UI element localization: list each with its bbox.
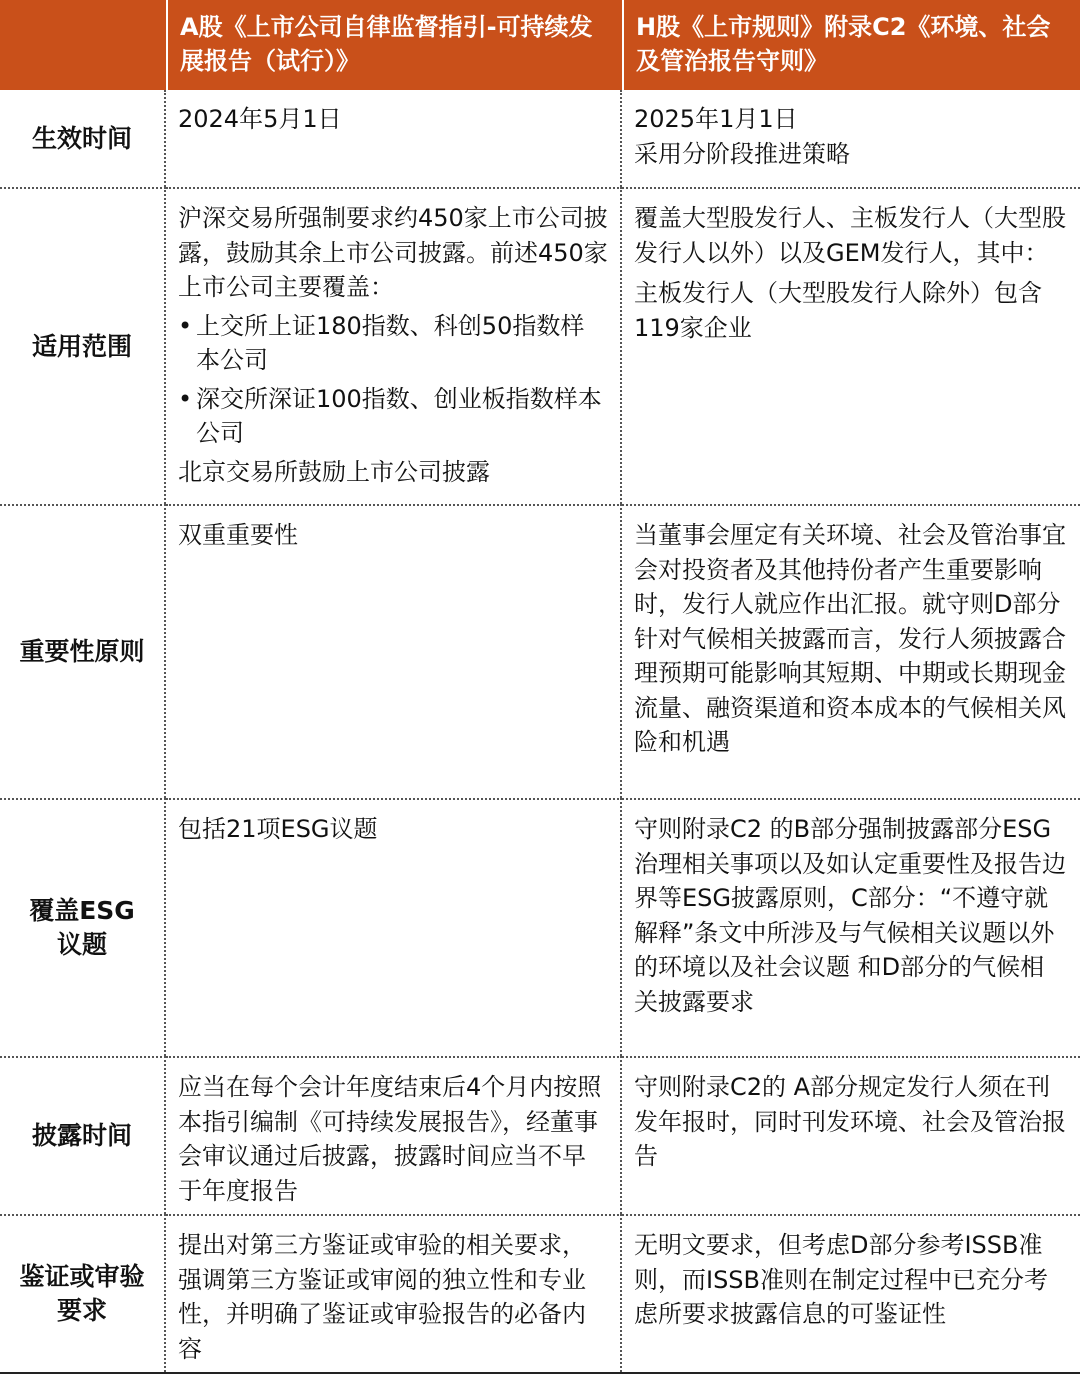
- esg-topics-a: [166, 798, 622, 1056]
- cell-text: 主板发行人（大型股发行人除外）包含119家企业: [634, 279, 1042, 342]
- header-h-share: H股《上市规则》附录C2《环境、社会及管治报告守则》: [622, 0, 1080, 90]
- cell-text: 沪深交易所强制要求约450家上市公司披露，鼓励其余上市公司披露。前述450家上市公司主要覆盖：: [178, 204, 608, 301]
- label-line: 议题: [56, 930, 107, 959]
- label-line: 要求: [56, 1296, 107, 1325]
- materiality-a: [166, 504, 622, 798]
- cell-text: 当董事会厘定有关环境、社会及管治事宜会对投资者及其他持份者产生重要影响时，发行人就应作出汇报。就守则D部分针对气候相关披露而言，发行人须披露合理预期可能影响其短期、中期或长期现金流量、融资渠道和资本成本的气候相关风险和机遇: [634, 521, 1066, 756]
- assurance-h: [622, 1214, 1080, 1372]
- header-a-share: A股《上市公司自律监督指引-可持续发展报告（试行）》: [166, 0, 622, 90]
- cell-text: 应当在每个会计年度结束后4个月内按照本指引编制《可持续发展报告》，经董事会审议通过后披露，披露时间应当不早于年度报告: [178, 1073, 602, 1205]
- cell-text: 包括21项ESG议题: [178, 815, 378, 843]
- scope-a: [166, 187, 622, 504]
- row-label-esg-topics: [0, 798, 166, 1056]
- header-corner: [0, 0, 166, 90]
- cell-text: 2025年1月1日: [634, 105, 798, 133]
- cell-text: 守则附录C2 的B部分强制披露部分ESG 治理相关事项以及如认定重要性及报告边界等ESG披露原则，C部分：“不遵守就解释”条文中所涉及与气候相关议题以外的环境以及社会议题 和D部分的气候相关披露要求: [634, 815, 1066, 1016]
- esg-topics-h: [622, 798, 1080, 1056]
- label-line: 鉴证或审验: [19, 1262, 145, 1291]
- list-item-text: 深交所深证100指数、创业板指数样本公司: [196, 384, 602, 447]
- cell-text: 覆盖大型股发行人、主板发行人（大型股发行人以外）以及GEM发行人，其中：: [634, 204, 1066, 267]
- bullet-icon: •: [178, 384, 193, 413]
- cell-text: 采用分阶段推进策略: [634, 139, 850, 168]
- effective-date-h: [622, 90, 1080, 187]
- cell-text: 双重重要性: [178, 521, 298, 549]
- row-label-assurance: [0, 1214, 166, 1372]
- cell-text: 提出对第三方鉴证或审验的相关要求，强调第三方鉴证或审阅的独立性和专业性，并明确了鉴证或审验报告的必备内容: [178, 1231, 586, 1363]
- materiality-h: [622, 504, 1080, 798]
- cell-text: 无明文要求，但考虑D部分参考ISSB准则，而ISSB准则在制定过程中已充分考虑所要求披露信息的可鉴证性: [634, 1231, 1049, 1328]
- assurance-a: [166, 1214, 622, 1372]
- disclosure-time-h: [622, 1056, 1080, 1214]
- list-item: [178, 309, 608, 378]
- row-label-scope: 适用范围: [0, 187, 166, 504]
- row-label-materiality: 重要性原则: [0, 504, 166, 798]
- list-item: [178, 382, 608, 451]
- cell-text: 北京交易所鼓励上市公司披露: [178, 457, 490, 486]
- scope-h: [622, 187, 1080, 504]
- row-label-disclosure-time: 披露时间: [0, 1056, 166, 1214]
- bullet-icon: •: [178, 311, 193, 340]
- disclosure-time-a: [166, 1056, 622, 1214]
- list-item-text: 上交所上证180指数、科创50指数样本公司: [196, 311, 585, 374]
- cell-text: 守则附录C2的 A部分规定发行人须在刊发年报时，同时刊发环境、社会及管治报告: [634, 1073, 1066, 1170]
- effective-date-a: [166, 90, 622, 187]
- label-line: 覆盖ESG: [29, 896, 135, 925]
- row-label-effective-date: 生效时间: [0, 90, 166, 187]
- cell-text: 2024年5月1日: [178, 105, 342, 133]
